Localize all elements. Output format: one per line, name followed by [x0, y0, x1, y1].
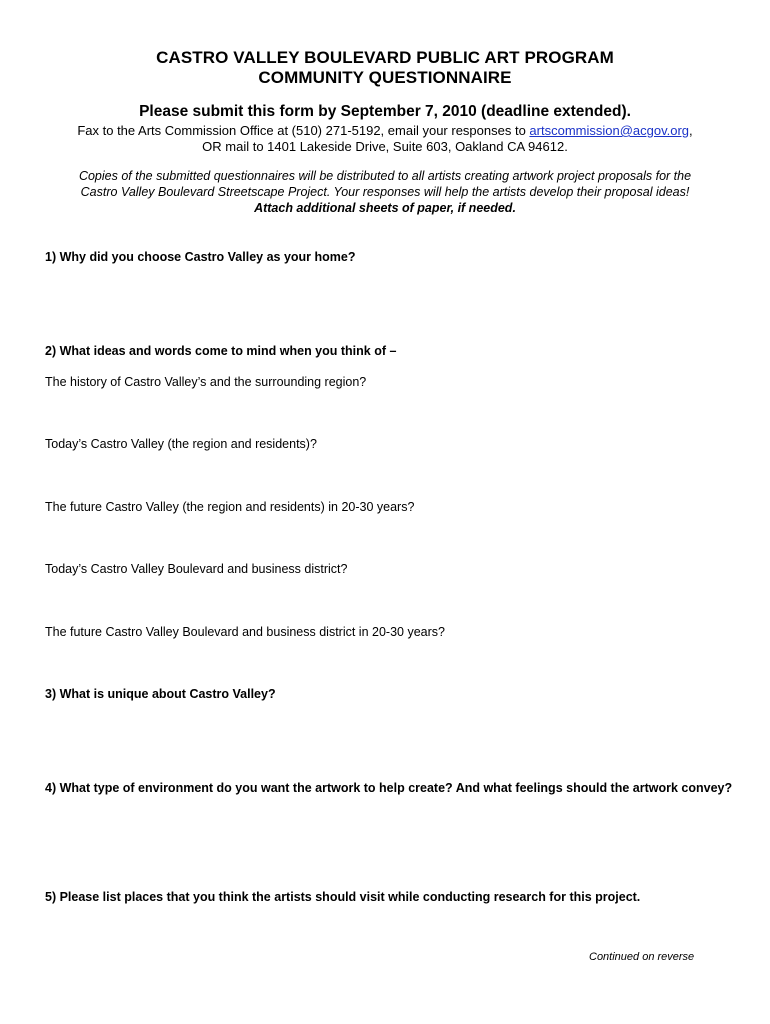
question-2: 2) What ideas and words come to mind when you think of – — [45, 344, 397, 358]
question-2-sub-1: The history of Castro Valley’s and the surrounding region? — [45, 375, 367, 389]
note-line-3: Attach additional sheets of paper, if needed. — [254, 201, 516, 215]
contact-line-2: OR mail to 1401 Lakeside Drive, Suite 603, Oakland CA 94612. — [202, 139, 568, 154]
contact-email-link[interactable]: artscommission@acgov.org — [529, 123, 690, 138]
question-5: 5) Please list places that you think the artists should visit while conducting research for this project. — [45, 890, 641, 904]
question-2-sub-4: Today’s Castro Valley Boulevard and business district? — [45, 562, 348, 576]
note-line-2: Castro Valley Boulevard Streetscape Project. Your responses will help the artists develop their proposal ideas! — [80, 185, 690, 199]
question-1: 1) Why did you choose Castro Valley as your home? — [45, 250, 356, 264]
contact-line-1 — [0, 123, 770, 138]
question-3: 3) What is unique about Castro Valley? — [45, 687, 276, 701]
question-2-sub-5: The future Castro Valley Boulevard and business district in 20-30 years? — [45, 625, 445, 639]
question-2-sub-3: The future Castro Valley (the region and residents) in 20-30 years? — [45, 500, 415, 514]
question-2-sub-2: Today’s Castro Valley (the region and residents)? — [45, 437, 317, 451]
question-4: 4) What type of environment do you want the artwork to help create? And what feelings should the artwork convey? — [45, 781, 733, 795]
title-line-1: CASTRO VALLEY BOULEVARD PUBLIC ART PROGRAM — [156, 48, 614, 67]
continued-note: Continued on reverse — [589, 951, 695, 963]
contact-comma: , — [689, 123, 693, 138]
deadline-notice: Please submit this form by September 7, 2010 (deadline extended). — [139, 103, 631, 120]
note-line-1: Copies of the submitted questionnaires will be distributed to all artists creating artwork project proposals for the — [78, 169, 692, 183]
title-line-2: COMMUNITY QUESTIONNAIRE — [258, 68, 512, 87]
contact-fax-text: Fax to the Arts Commission Office at (510) 271-5192, email your responses to — [77, 123, 530, 138]
